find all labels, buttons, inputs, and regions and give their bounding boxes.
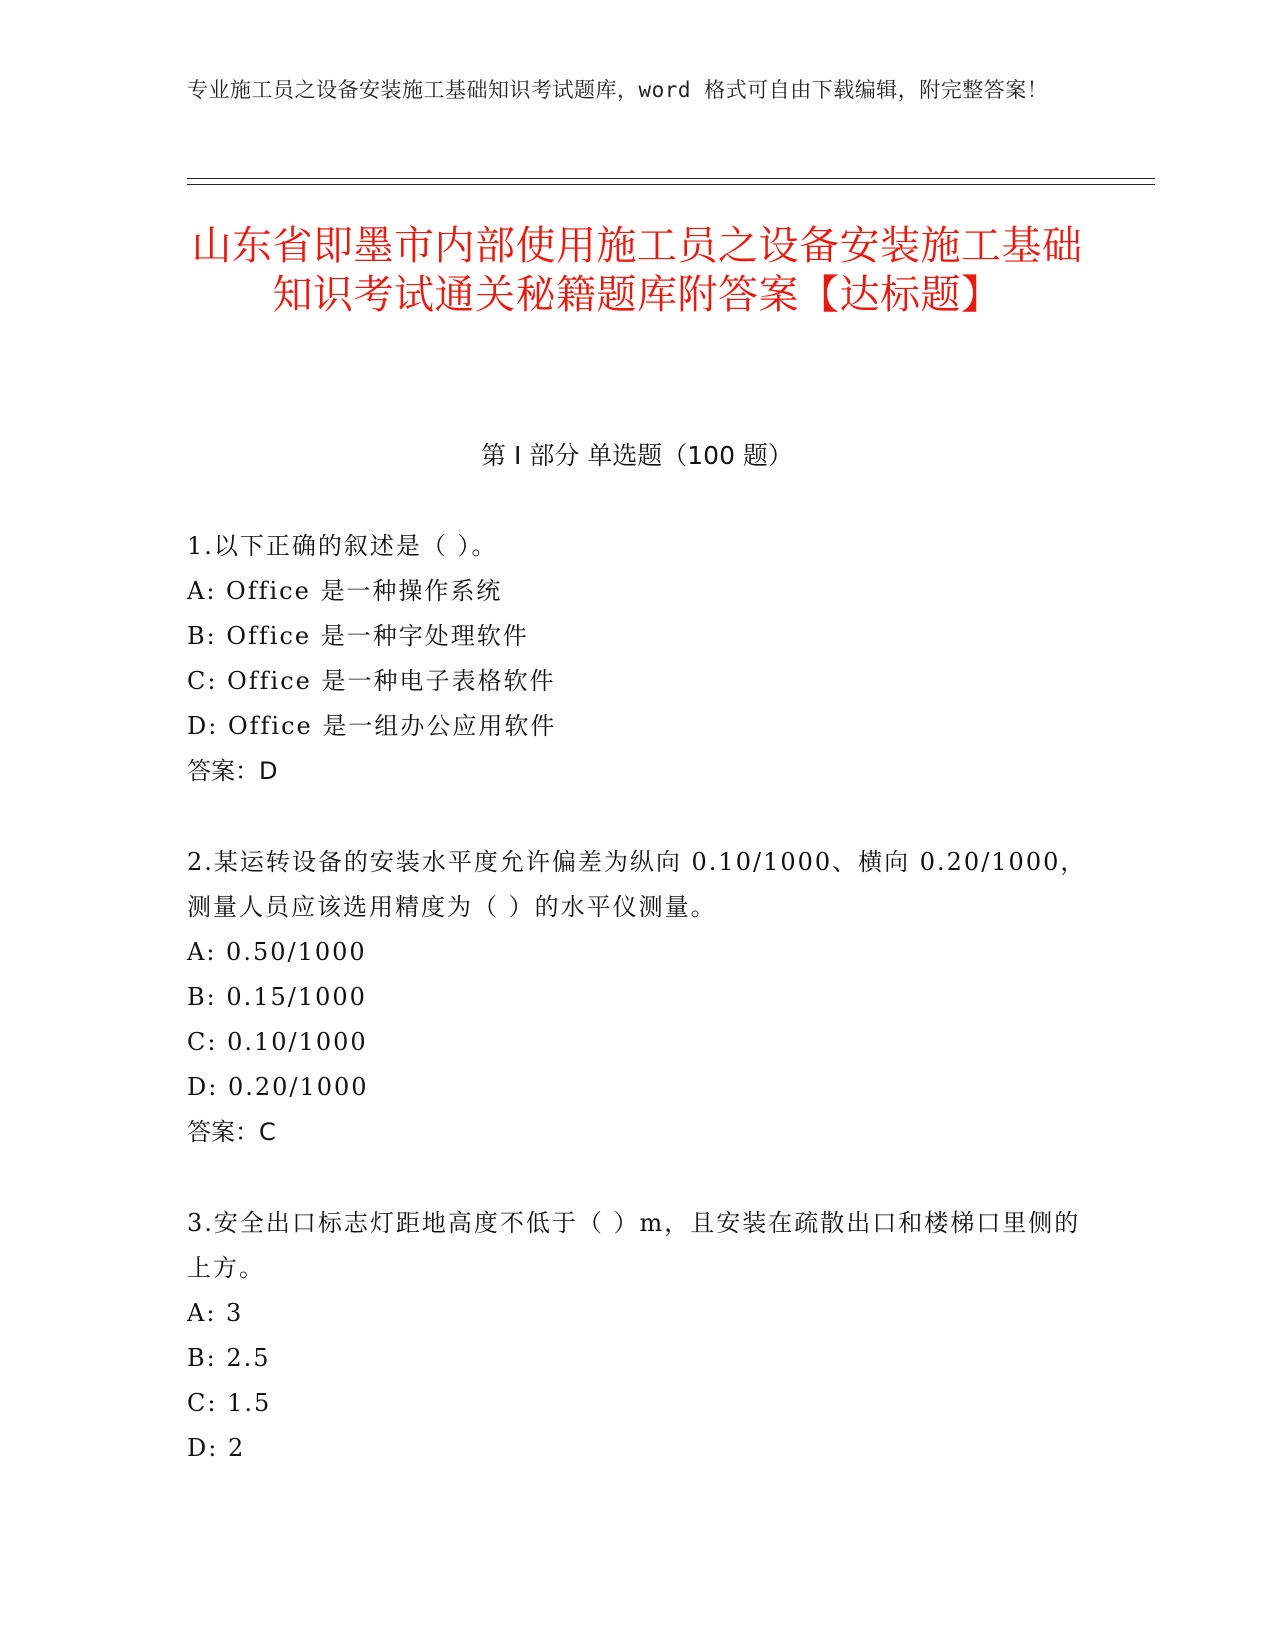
option-b: B: Office 是一种字处理软件 xyxy=(187,622,529,650)
option-a: A: 0.50/1000 xyxy=(187,938,367,966)
option-b: B: 0.15/1000 xyxy=(187,983,367,1011)
option-c: C: 1.5 xyxy=(187,1389,272,1417)
option-a: A: Office 是一种操作系统 xyxy=(187,577,503,605)
answer: 答案：D xyxy=(187,757,278,785)
option-d: D: Office 是一组办公应用软件 xyxy=(187,712,557,740)
option-c: C: Office 是一种电子表格软件 xyxy=(187,667,556,695)
option-b: B: 2.5 xyxy=(187,1344,271,1372)
header-rule-top xyxy=(187,178,1155,179)
question-stem: 3.安全出口标志灯距地高度不低于（ ）m，且安装在疏散出口和楼梯口里侧的上方。 xyxy=(187,1209,1081,1282)
option-d: D: 0.20/1000 xyxy=(187,1073,369,1101)
question-stem: 1.以下正确的叙述是（ ）。 xyxy=(187,532,498,560)
option-a: A: 3 xyxy=(187,1299,244,1327)
section-heading: 第 I 部分 单选题（100 题） xyxy=(481,441,793,470)
question-1 xyxy=(187,524,1087,794)
question-list xyxy=(187,524,1087,1517)
option-c: C: 0.10/1000 xyxy=(187,1028,368,1056)
option-d: D: 2 xyxy=(187,1434,246,1462)
question-stem: 2.某运转设备的安装水平度允许偏差为纵向 0.10/1000、横向 0.20/1000，测量人员应该选用精度为（ ）的水平仪测量。 xyxy=(187,848,1087,921)
question-2 xyxy=(187,840,1087,1155)
document-title: 山东省即墨市内部使用施工员之设备安装施工基础知识考试通关秘籍题库附答案【达标题】 xyxy=(191,223,1083,318)
header-rule-bottom xyxy=(187,184,1155,185)
header-note: 专业施工员之设备安装施工基础知识考试题库，word 格式可自由下载编辑，附完整答案！ xyxy=(187,78,1049,102)
answer: 答案：C xyxy=(187,1118,276,1146)
question-3 xyxy=(187,1201,1087,1471)
